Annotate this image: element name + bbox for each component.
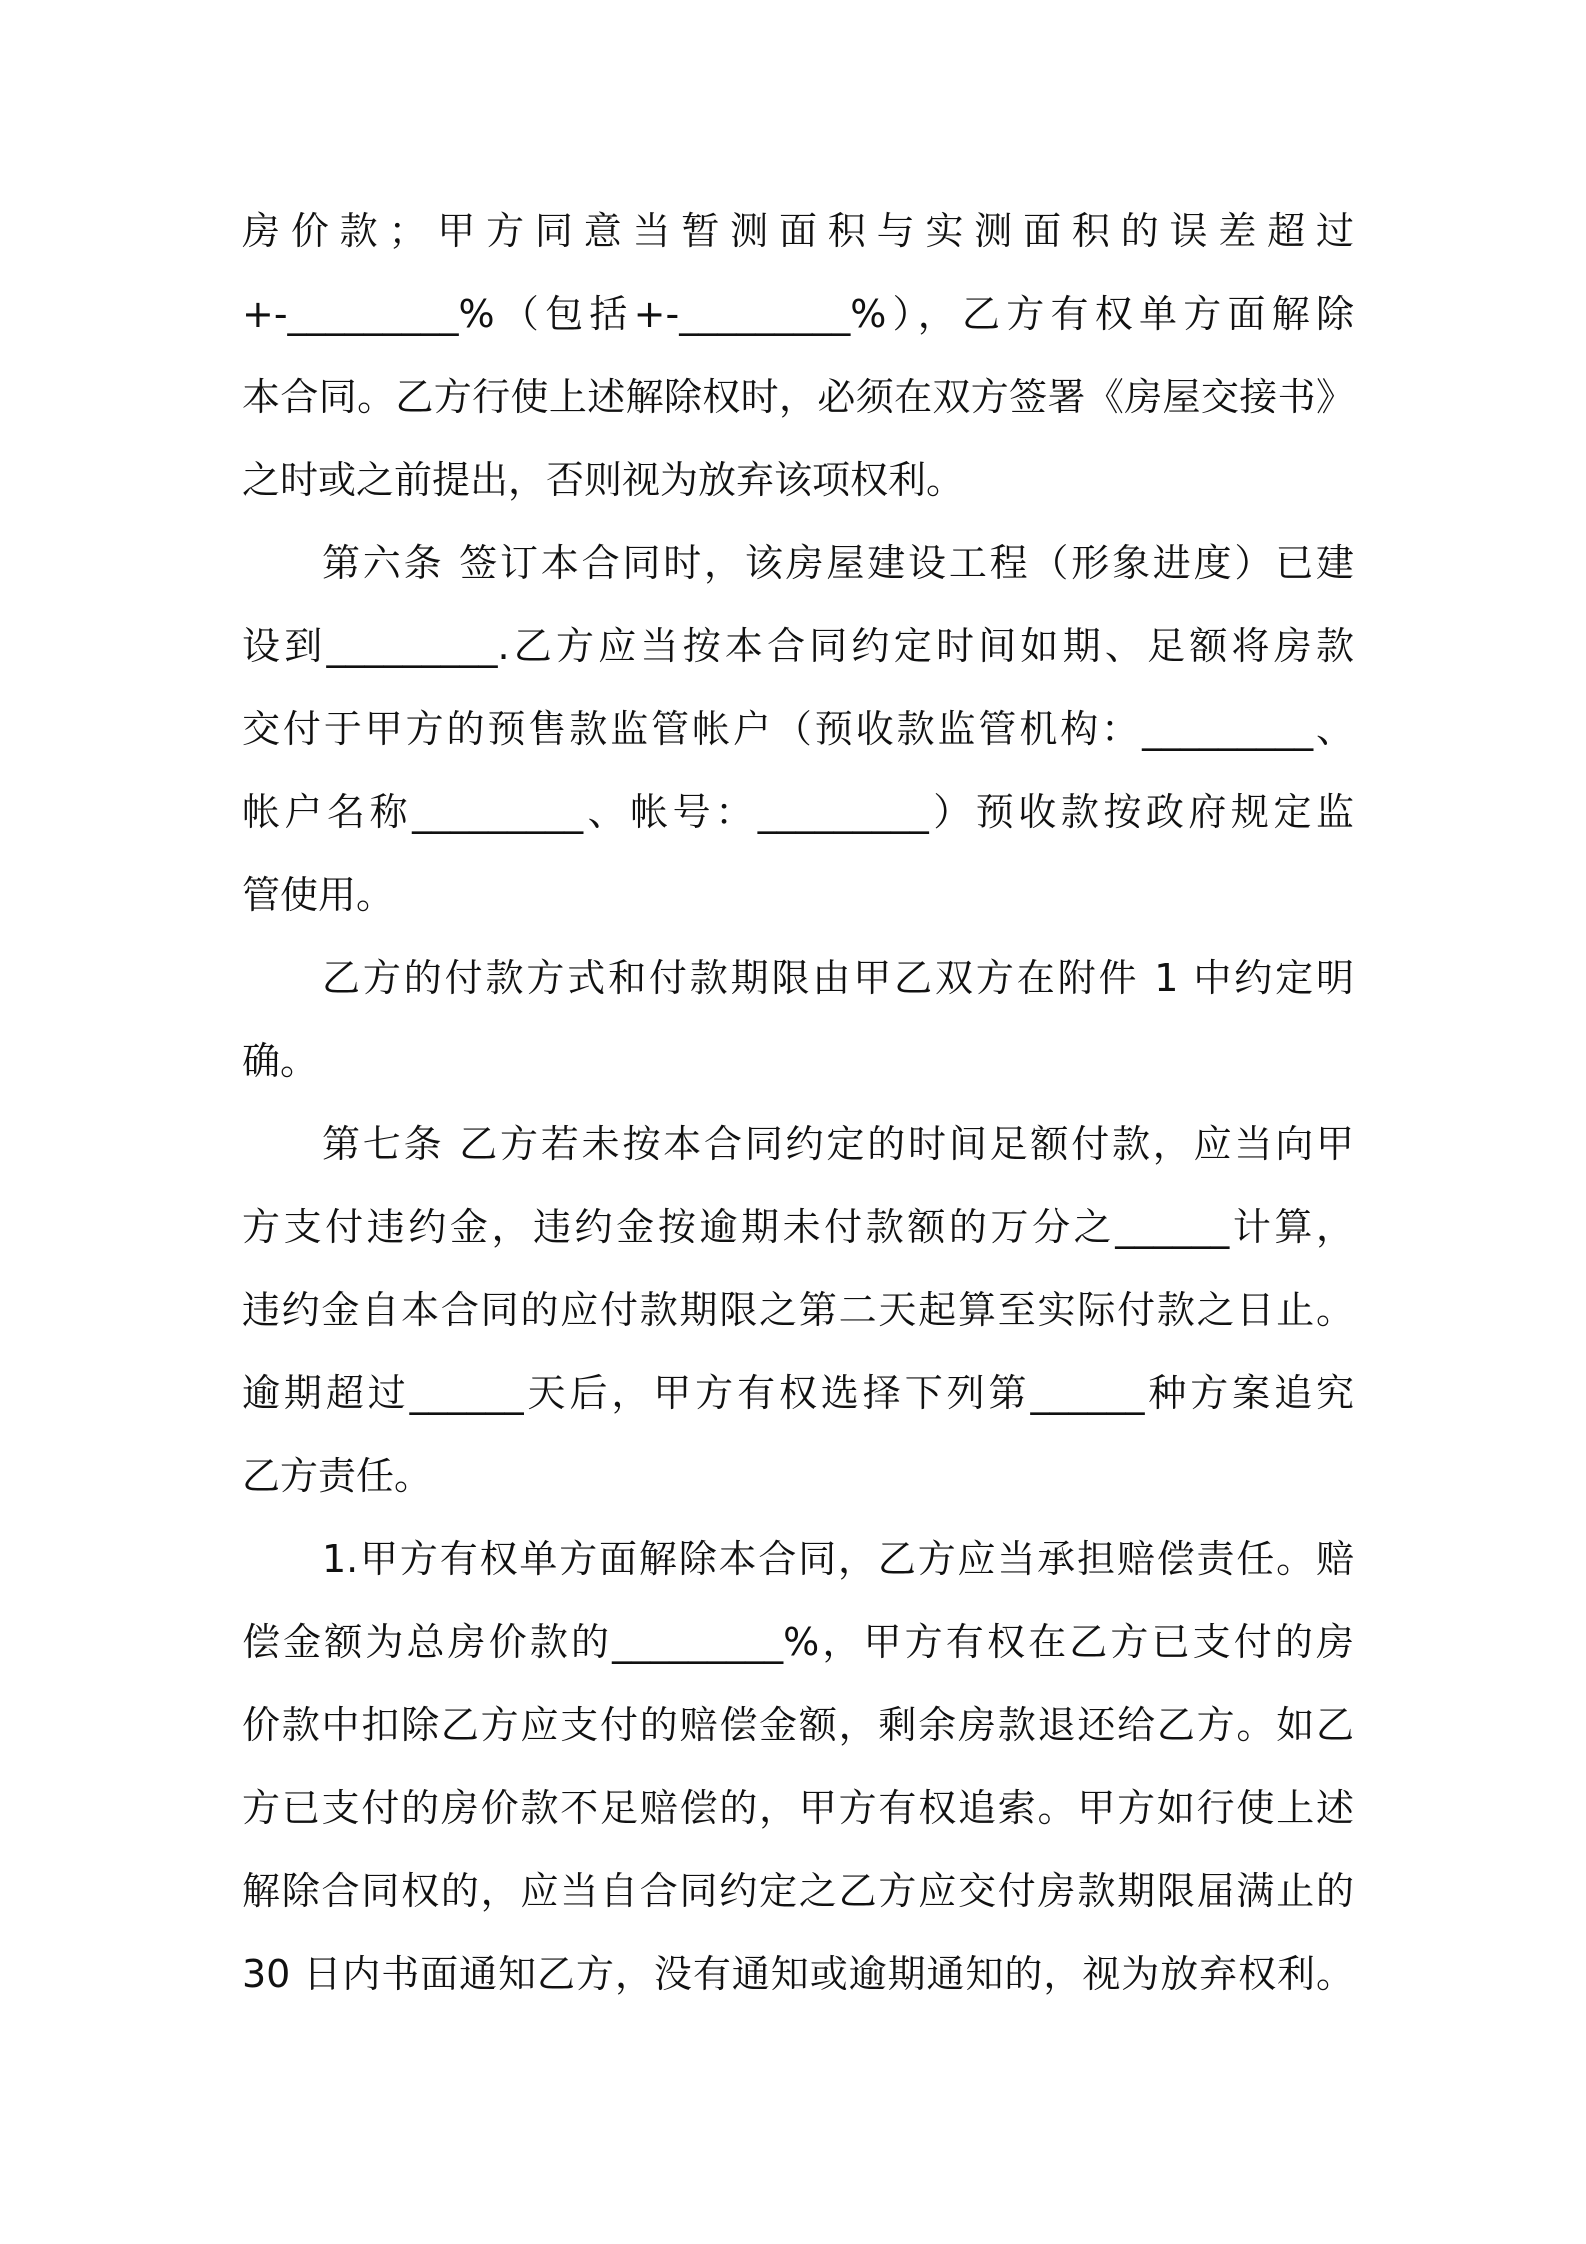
text-line: 乙方责任。	[242, 1454, 433, 1498]
text-line: 帐户名称_________、帐号：_________）预收款按政府规定监	[242, 790, 1354, 834]
text-line: +-_________%（包括+-_________%），乙方有权单方面解除	[242, 292, 1354, 336]
text-line: 违约金自本合同的应付款期限之第二天起算至实际付款之日止。	[242, 1288, 1354, 1332]
contract-text	[242, 190, 1354, 2016]
text-line: 之时或之前提出，否则视为放弃该项权利。	[242, 458, 965, 502]
text-line: 设到_________.乙方应当按本合同约定时间如期、足额将房款	[242, 624, 1354, 668]
text-line: 管使用。	[242, 873, 395, 917]
text-line: 方支付违约金，违约金按逾期未付款额的万分之______计算，	[242, 1205, 1354, 1249]
article-6-heading-line: 第六条 签订本合同时，该房屋建设工程（形象进度）已建	[322, 541, 1354, 585]
text-line: 房价款；甲方同意当暂测面积与实测面积的误差超过	[242, 209, 1354, 253]
text-line: 30 日内书面通知乙方，没有通知或逾期通知的，视为放弃权利。	[242, 1952, 1354, 1996]
text-line: 方已支付的房价款不足赔偿的，甲方有权追索。甲方如行使上述	[242, 1786, 1354, 1830]
text-line: 价款中扣除乙方应支付的赔偿金额，剩余房款退还给乙方。如乙	[242, 1703, 1354, 1747]
text-line: 确。	[242, 1039, 319, 1083]
article-7-heading-line: 第七条 乙方若未按本合同约定的时间足额付款，应当向甲	[322, 1122, 1354, 1166]
text-line: 交付于甲方的预售款监管帐户（预收款监管机构：_________、	[242, 707, 1354, 751]
text-line: 本合同。乙方行使上述解除权时，必须在双方签署《房屋交接书》	[242, 375, 1354, 419]
text-line: 逾期超过______天后，甲方有权选择下列第______种方案追究	[242, 1371, 1354, 1415]
text-line: 解除合同权的，应当自合同约定之乙方应交付房款期限届满止的	[242, 1869, 1354, 1913]
payment-method-line: 乙方的付款方式和付款期限由甲乙双方在附件 1 中约定明	[322, 956, 1354, 1000]
text-line: 偿金额为总房价款的_________%，甲方有权在乙方已支付的房	[242, 1620, 1354, 1664]
clause-1-line: 1.甲方有权单方面解除本合同，乙方应当承担赔偿责任。赔	[322, 1537, 1354, 1581]
